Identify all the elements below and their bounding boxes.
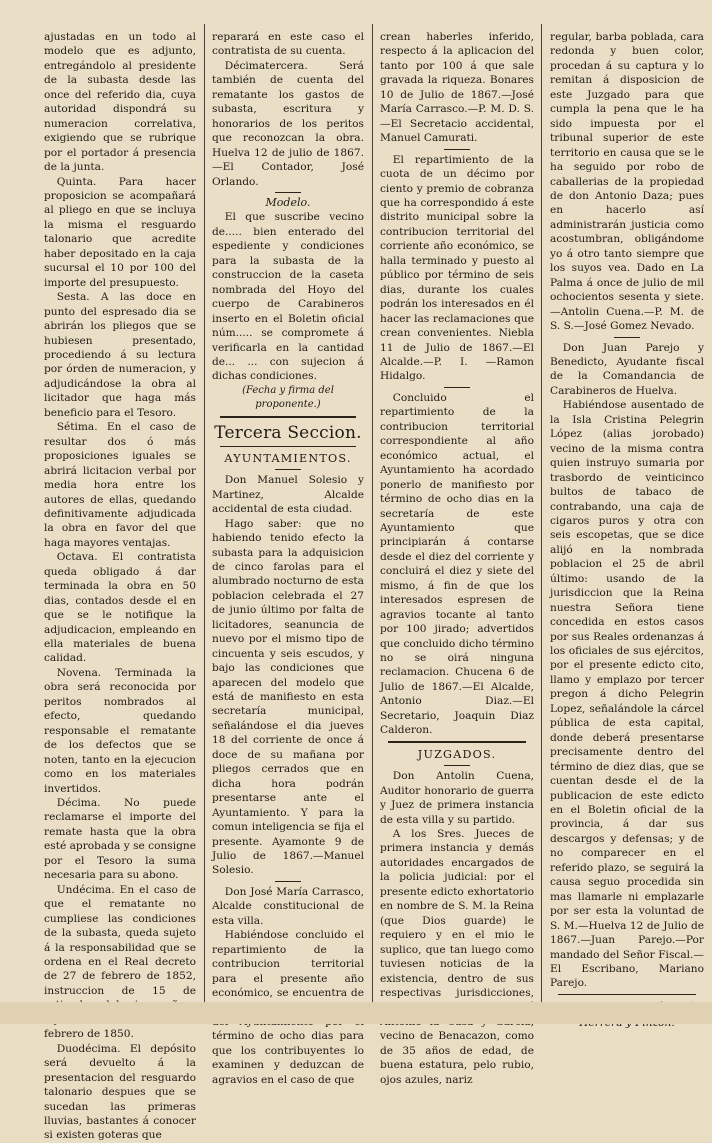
paragraph: Décima. No puede reclamarse el importe del remate hasta que la obra esté aprobada y se consigne por el Tesoro la suma necesaria para su abono. xyxy=(44,797,196,882)
paragraph: Décimatercera. Será también de cuenta del rematante los gastos de subasta, escritura y honorarios de los peritos que reconozcan la obra. Huelva 12 de julio de 1867. —El Contador, José Orlando. xyxy=(212,59,364,188)
page-bottom-margin xyxy=(0,1002,712,1024)
paragraph: regular, barba poblada, cara redonda y buen color, procedan á su captura y lo remitan á disposicion de este Juzgado para que cumpla la pena que le ha sido impuesta por el tribunal superior de este territorio en causa que se le ha seguido por robo de caballerias de la propiedad de don Antonio Daza; pues en hacerlo así administrarán justicia como acostumbran, obligándome yo á otro tanto siempre que los suyos vea. Dado en La Palma á once de julio de mil ochocientos sesenta y siete.—Antolin Cuena.—P. M. de S. S.—José Gomez Nevado. xyxy=(550,31,704,333)
paragraph: Octava. El contratista queda obligado á dar terminada la obra en 50 dias, contados desde el en que se le notifique la adjudicacion, empleando en ella materiales de buena calidad. xyxy=(44,551,196,665)
modelo-title: Modelo. xyxy=(265,195,311,209)
column-1 xyxy=(44,30,196,1142)
section-title: Tercera Seccion. xyxy=(214,422,362,443)
paragraph: Hago saber: que no habiendo tenido efecto la subasta para la adquisicion de cinco farolas para el alumbrado nocturno de esta poblacion celebrada el 27 de junio último por falta de licitadores, seanuncia de nuevo por el mismo tipo de cincuenta y seis escudos, y bajo las condiciones que aparecen del modelo que está de manifiesto en esta secretaría municipal, señalándose el dia jueves 18 del corriente de once á doce de su mañana por pliegos cerrados que en dicha hora podrán presentarse ante el Ayuntamiento. Y para la comun inteligencia se fija el presente. Ayamonte 9 de Julio de 1867.—Manuel Solesio. xyxy=(212,517,364,877)
modelo-signature: (Fecha y firma del proponente.) xyxy=(242,384,334,411)
short-rule xyxy=(275,469,301,470)
paragraph: El que suscribe vecino de..... bien enterado del espediente y condiciones para la subasta de la construccion de la caseta nombrada del Hoyo del cuerpo de Carabineros inserto en el Boletin oficial núm..... se compromete á verificarla en la cantidad de... ... con sujecion á dichas condiciones. xyxy=(212,211,364,383)
paragraph: Concluido el repartimiento de la contribucion territorial correspondiente al año económico actual, el Ayuntamiento ha acordado ponerlo de manifiesto por término de ocho dias en la secretaría de este Ayuntamiento que principiarán á contarse desde el diez del corriente y concluirá el diez y siete del mismo, á fin de que los interesados espresen de agravios tocante al tanto por 100 jirado; advertidos que concluido dicho término no se oirá ninguna reclamacion. Chucena 6 de Julio de 1867.—El Alcalde, Antonio Diaz.—El Secretario, Joaquin Diaz Calderon. xyxy=(380,391,534,737)
section-rule xyxy=(558,994,696,995)
paragraph: Habiéndose ausentado de la Isla Cristina Pelegrin López (alias jorobado) vecino de la misma contra quien instruyo sumaria por trasbordo de veinticinco bultos de tabaco de contrabando, una caja de cigaros puros y otra con seis escopetas, que se dice alijó en la nombrada poblacion el 25 de abril último: usando de la jurisdiccion que la Reina nuestra Señora tiene concedida en estos casos por sus Reales ordenanzas á los oficiales de sus ejércitos, por el presente edicto cito, llamo y emplazo por tercer pregon á dicho Pelegrin Lopez, señalándole la cárcel pública de esta capital, donde deberá presentarse precisamente dentro del término de diez dias, que se cuentan desde el de la publicacion de este edicto en el Boletin oficial de la provincia, á dar sus descargos y defensas; y de no comparecer en el referido plazo, se seguirá la causa seguo procedida sin mas llamarle ni emplazarle por ser esta la voluntad de S. M.—Huelva 12 de Julio de 1867.—Juan Parejo.—Por mandado del Señor Fiscal.—El Escribano, Mariano Parejo. xyxy=(550,399,704,990)
paragraph: Habiéndose concluido el repartimiento de la contribucion territorial para el presente año económico, se encuentra de término de ocho dias para que los contribuyentes lo examinen y deduzcan de agravios en el caso de que xyxy=(212,929,364,1086)
section-rule xyxy=(388,741,526,743)
column-2 xyxy=(212,30,364,1086)
paragraph: crean haberles inferido, respecto á la aplicacion del tanto por 100 á que sale gravada la riqueza. Bonares 10 de Julio de 1867.—José María Carrasco.—P. M. D. S.—El Secretacio accidental, Manuel Camurati. xyxy=(380,31,534,145)
paragraph: Sétima. En el caso de resultar dos ó más proposiciones iguales se abrirá licitacion verbal por media hora entre los autores de ellas, quedando definitivamente adjudicada la obra en favor del que haga mayores ventajas. xyxy=(44,421,196,549)
ayuntamientos-heading: AYUNTAMIENTOS. xyxy=(224,451,352,465)
paragraph: Don José María Carrasco, Alcalde constitucional de esta villa. xyxy=(212,885,364,927)
juzgados-heading: JUZGADOS. xyxy=(417,747,497,761)
column-divider xyxy=(204,24,205,1004)
paragraph: reparará en este caso el contratista de su cuenta. xyxy=(212,31,364,58)
paragraph: A los Sres. Jueces de primera instancia y demás autoridades encargados de la policia judicial: por el presente edicto exhortatorio en nombre de S. M. la Reina (que Dios guarde) le requiero y en el mio le suplico, que tan luego como tuviesen noticias de la existencia, dentro de sus respectivas jurisdicciones, vecino de Benacazon, como de 35 años de edad, de buena estatura, pelo rubio, ojos azules, nariz xyxy=(380,828,534,1086)
paragraph: El repartimiento de la cuota de un décimo por ciento y premio de cobranza que ha correspondido á este distrito municipal sobre la contribucion territorial del corriente año económico, se halla terminado y puesto al público por término de seis dias, durante los cuales podrán los interesados en él hacer las reclamaciones que crean convenientes. Niebla 11 de Julio de 1867.—El Alcalde.—P. I. —Ramon Hidalgo. xyxy=(380,153,534,383)
column-3 xyxy=(380,30,534,1086)
paragraph: Duodécima. El depósito será devuelto á la presentacion del resguardo talonario despues que se sucedan las primeras lluvias, bastantes á conocer si existen goteras que xyxy=(44,1042,196,1142)
short-rule xyxy=(444,765,470,766)
column-4 xyxy=(550,30,704,1002)
paragraph: Undécima. En el caso de que el rematante no cumpliese las condiciones de la subasta, queda sujeto á la responsabilidad que se ordena en el Real decreto de 27 de febrero de 1852, instruccion de 15 de febrero de 1850. xyxy=(44,883,196,1041)
section-rule xyxy=(220,446,356,447)
section-rule xyxy=(220,416,356,418)
short-rule xyxy=(444,387,470,388)
column-divider xyxy=(541,24,542,1004)
column-divider xyxy=(372,24,373,1004)
short-rule xyxy=(275,881,301,882)
short-rule xyxy=(275,192,301,193)
paragraph: Don Manuel Solesio y Martinez, Alcalde accidental de esta ciudad. xyxy=(212,474,364,516)
short-rule xyxy=(614,337,640,338)
short-rule xyxy=(444,149,470,150)
paragraph: Don Antolin Cuena, Auditor honorario de guerra y Juez de primera instancia de esta villa y su partido. xyxy=(380,770,534,826)
paragraph: Novena. Terminada la obra será reconocida por peritos nombrados al efecto, quedando responsable el rematante de los defectos que se noten, tanto en la ejecucion como en los materiales invertidos. xyxy=(44,666,196,795)
paragraph: ajustadas en un todo al modelo que es adjunto, entregándolo al presidente de la subasta desde las once del referido dia, cuya autoridad dispondrá su numeracion correlativa, exigiendo que se rubrique por el portador á presencia de la junta. xyxy=(44,31,196,174)
paragraph: Don Juan Parejo y Benedicto, Ayudante fiscal de la Comandancia de Carabineros de Huelva. xyxy=(550,341,704,397)
paragraph: Sesta. A las doce en punto del espresado dia se abrirán los pliegos que se hubiesen presentado, procediendo á su lectura por órden de numeracion, y adjudicándose la obra al licitador que haga más beneficio para el Tesoro. xyxy=(44,291,196,419)
paragraph: Quinta. Para hacer proposicion se acompañará al pliego en que se incluya la misma el resguardo talonario que acredite haber depositado en la caja sucursal el 10 por 100 del importe del presupuesto. xyxy=(44,175,196,289)
